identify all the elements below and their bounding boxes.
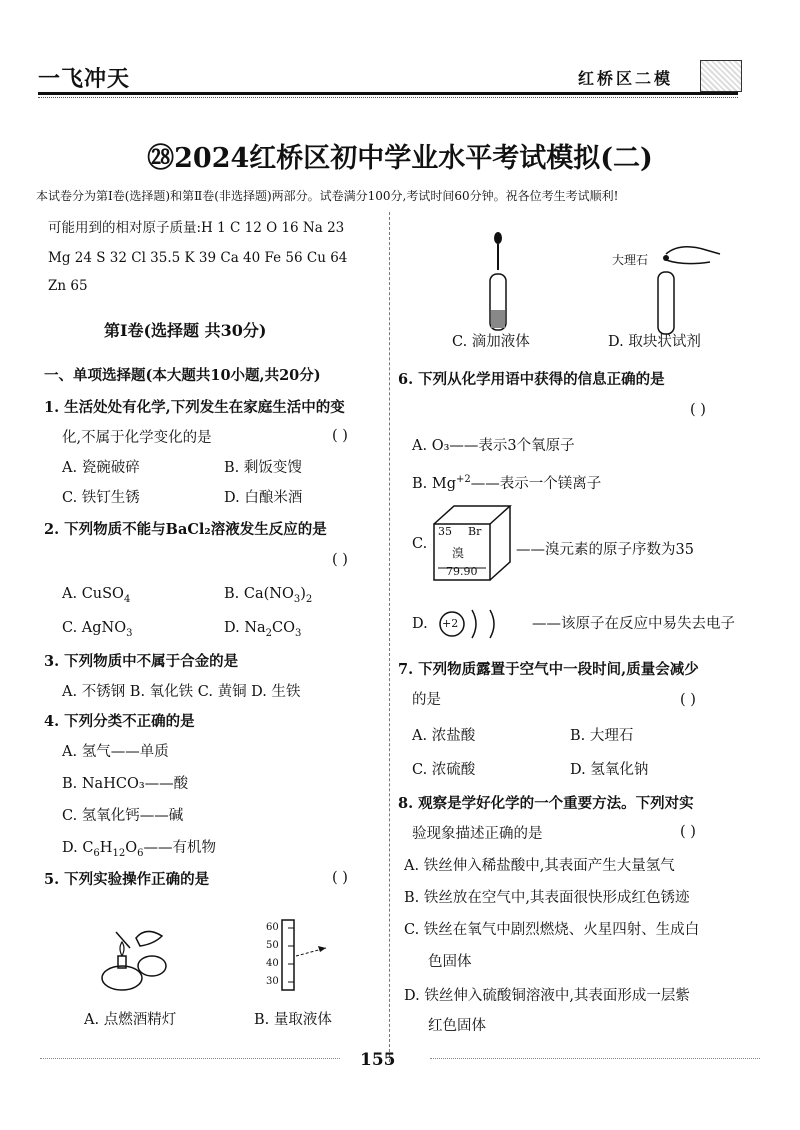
q4-option-c[interactable]: C. 氢氧化钙——碱: [62, 808, 184, 824]
q6-option-a[interactable]: A. O₃——表示3个氧原子: [412, 438, 575, 454]
q6-option-c-label[interactable]: C.: [412, 536, 428, 552]
nucleus-charge: +2: [442, 617, 459, 630]
q6-option-c-text: ——溴元素的原子序数为35: [516, 542, 694, 558]
q5-option-b-caption[interactable]: B. 量取液体: [254, 1012, 332, 1028]
header-exam-name: 红桥区二模: [578, 69, 674, 88]
q7-stem-line2: 的是: [412, 692, 441, 708]
q3-options[interactable]: A. 不锈钢 B. 氧化铁 C. 黄铜 D. 生铁: [62, 684, 301, 700]
q8-answer-blank[interactable]: ( ): [680, 824, 696, 840]
q7-option-c[interactable]: C. 浓硫酸: [412, 762, 476, 778]
atomic-mass-line3: Zn 65: [48, 278, 88, 294]
q6-stem: 6. 下列从化学用语中获得的信息正确的是: [398, 371, 665, 388]
header-rule: [38, 92, 738, 95]
q7-stem-line1: 7. 下列物质露置于空气中一段时间,质量会减少: [398, 661, 699, 678]
brand-logo-text: 一飞冲天: [38, 67, 131, 92]
q1-option-d[interactable]: D. 白酿米酒: [224, 490, 303, 506]
q8-option-d-line2: 红色固体: [428, 1018, 486, 1034]
q8-option-d-line1[interactable]: D. 铁丝伸入硫酸铜溶液中,其表面形成一层紫: [404, 988, 690, 1004]
q6-option-b[interactable]: B. $Mg^{+2}——$表示一个镁离子: [412, 474, 602, 492]
part-heading: 一、单项选择题(本大题共10小题,共20分): [44, 367, 321, 384]
footer-dots-left: [40, 1058, 340, 1059]
q8-stem-line1: 8. 观察是学好化学的一个重要方法。下列对实: [398, 795, 694, 812]
q4-option-b[interactable]: B. NaHCO₃——酸: [62, 776, 189, 792]
marble-label: 大理石: [612, 253, 649, 267]
q1-option-a[interactable]: A. 瓷碗破碎: [62, 460, 140, 476]
q5-stem: 5. 下列实验操作正确的是: [44, 871, 210, 888]
q2-stem: 2. 下列物质不能与BaCl₂溶液发生反应的是: [44, 521, 327, 538]
q2-option-d[interactable]: D. $Na_2CO_3$: [224, 620, 302, 639]
cyl-tick-40: 40: [266, 958, 279, 969]
q5-answer-blank[interactable]: ( ): [332, 870, 348, 886]
q2-answer-blank[interactable]: ( ): [332, 552, 348, 568]
q8-stem-line2: 验现象描述正确的是: [412, 826, 543, 842]
cyl-tick-50: 50: [266, 940, 279, 951]
q8-option-b[interactable]: B. 铁丝放在空气中,其表面很快形成红色锈迹: [404, 890, 690, 906]
q5-option-c-caption[interactable]: C. 滴加液体: [452, 334, 530, 350]
q1-answer-blank[interactable]: ( ): [332, 428, 348, 444]
q8-option-a[interactable]: A. 铁丝伸入稀盐酸中,其表面产生大量氢气: [404, 858, 675, 874]
q2-option-c[interactable]: C. AgNO$_3$: [62, 620, 133, 639]
page-number: 155: [360, 1050, 396, 1070]
q2-option-a[interactable]: A. CuSO$_4$: [62, 586, 131, 605]
section-heading: 第Ⅰ卷(选择题 共30分): [104, 321, 267, 340]
q7-option-d[interactable]: D. 氢氧化钠: [570, 762, 649, 778]
cyl-tick-30: 30: [266, 976, 279, 987]
page-title: ㉘2024红桥区初中学业水平考试模拟(二): [147, 143, 653, 174]
q8-option-c-line2: 色固体: [428, 954, 472, 970]
q7-option-b[interactable]: B. 大理石: [570, 728, 634, 744]
q1-stem-line1: 1. 生活处处有化学,下列发生在家庭生活中的变: [44, 399, 345, 416]
cell-atomic-number: 35: [438, 525, 452, 538]
publisher-logo-icon: [700, 60, 742, 92]
q5-option-d-caption[interactable]: D. 取块状试剂: [608, 334, 701, 350]
q7-answer-blank[interactable]: ( ): [680, 692, 696, 708]
atomic-mass-line1: 可能用到的相对原子质量:H 1 C 12 O 16 Na 23: [48, 220, 345, 236]
q1-option-c[interactable]: C. 铁钉生锈: [62, 490, 140, 506]
q6-option-b-text: ——表示一个镁离子: [470, 475, 602, 492]
q6-option-d-label[interactable]: D.: [412, 616, 428, 632]
q8-option-c-line1[interactable]: C. 铁丝在氧气中剧烈燃烧、火星四射、生成白: [404, 922, 700, 938]
q7-option-a[interactable]: A. 浓盐酸: [412, 728, 476, 744]
q4-option-a[interactable]: A. 氢气——单质: [62, 744, 169, 760]
column-divider: [389, 212, 390, 1062]
footer-dots-right: [430, 1058, 760, 1059]
cell-symbol: Br: [468, 525, 482, 538]
cell-atomic-mass: 79.90: [446, 565, 478, 578]
q1-option-b[interactable]: B. 剩饭变馊: [224, 460, 302, 476]
atomic-mass-line2: Mg 24 S 32 Cl 35.5 K 39 Ca 40 Fe 56 Cu 64: [48, 250, 348, 266]
header-rule-dotted: [38, 97, 738, 98]
q4-option-d[interactable]: D. $C_6H_{12}O_6——$有机物: [62, 840, 216, 859]
q4-stem: 4. 下列分类不正确的是: [44, 713, 195, 730]
alcohol-lamp-figure: [96, 918, 176, 998]
q6-option-d-text: ——该原子在反应中易失去电子: [532, 616, 735, 632]
test-tube-hand-figure: [650, 232, 730, 342]
q5-option-a-caption[interactable]: A. 点燃酒精灯: [84, 1012, 177, 1028]
dropper-figure: [478, 228, 518, 338]
cyl-tick-60: 60: [266, 922, 279, 933]
exam-notice: 本试卷分为第Ⅰ卷(选择题)和第Ⅱ卷(非选择题)两部分。试卷满分100分,考试时间60分钟。祝各位考生考试顺利!: [36, 189, 619, 203]
q2-option-b[interactable]: B. $Ca(NO_3)_2$: [224, 586, 313, 605]
q6-answer-blank[interactable]: ( ): [690, 402, 706, 418]
q3-stem: 3. 下列物质中不属于合金的是: [44, 653, 239, 670]
cell-element-name: 溴: [452, 546, 465, 560]
q1-stem-line2: 化,不属于化学变化的是: [62, 430, 212, 446]
